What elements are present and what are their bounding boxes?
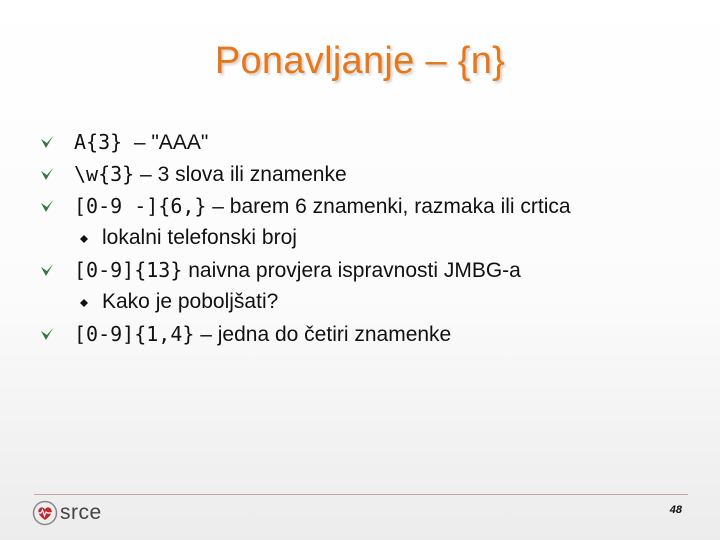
list-item	[36, 126, 696, 158]
logo-text: srce	[60, 501, 102, 524]
item-text: – 3 slova ili znamenke	[134, 163, 347, 186]
heart-logo-icon	[32, 500, 58, 526]
slide-title: Ponavljanje – {n}	[214, 40, 506, 82]
diamond-bullet-icon	[80, 299, 88, 307]
subitem-text: Kako je poboljšati?	[102, 290, 279, 313]
regex-code: [0-9]{13}	[74, 258, 183, 282]
list-subitem	[36, 286, 696, 318]
checkmark-bullet-icon	[40, 135, 54, 149]
list-item	[36, 190, 696, 222]
list-subitem	[36, 222, 696, 254]
regex-code: [0-9]{1,4}	[74, 322, 195, 346]
checkmark-bullet-icon	[40, 199, 54, 213]
diamond-bullet-icon	[80, 235, 88, 243]
bullet-list	[36, 126, 696, 350]
subitem-text: lokalni telefonski broj	[102, 226, 297, 249]
checkmark-bullet-icon	[40, 327, 54, 341]
checkmark-bullet-icon	[40, 167, 54, 181]
regex-code: A{3}	[74, 130, 123, 154]
checkmark-bullet-icon	[40, 263, 54, 277]
regex-code: \w{3}	[74, 162, 135, 186]
regex-code: [0-9 -]{6,}	[74, 194, 207, 218]
srce-logo	[32, 500, 122, 526]
footer-divider	[34, 494, 688, 495]
item-text: – jedna do četiri znamenke	[194, 323, 452, 346]
list-item	[36, 254, 696, 286]
item-text: naivna provjera ispravnosti JMBG-a	[182, 259, 521, 282]
list-item	[36, 318, 696, 350]
page-number: 48	[669, 504, 682, 516]
list-item	[36, 158, 696, 190]
item-text: – barem 6 znamenki, razmaka ili crtica	[206, 195, 571, 218]
item-text: – "AAA"	[122, 131, 209, 154]
